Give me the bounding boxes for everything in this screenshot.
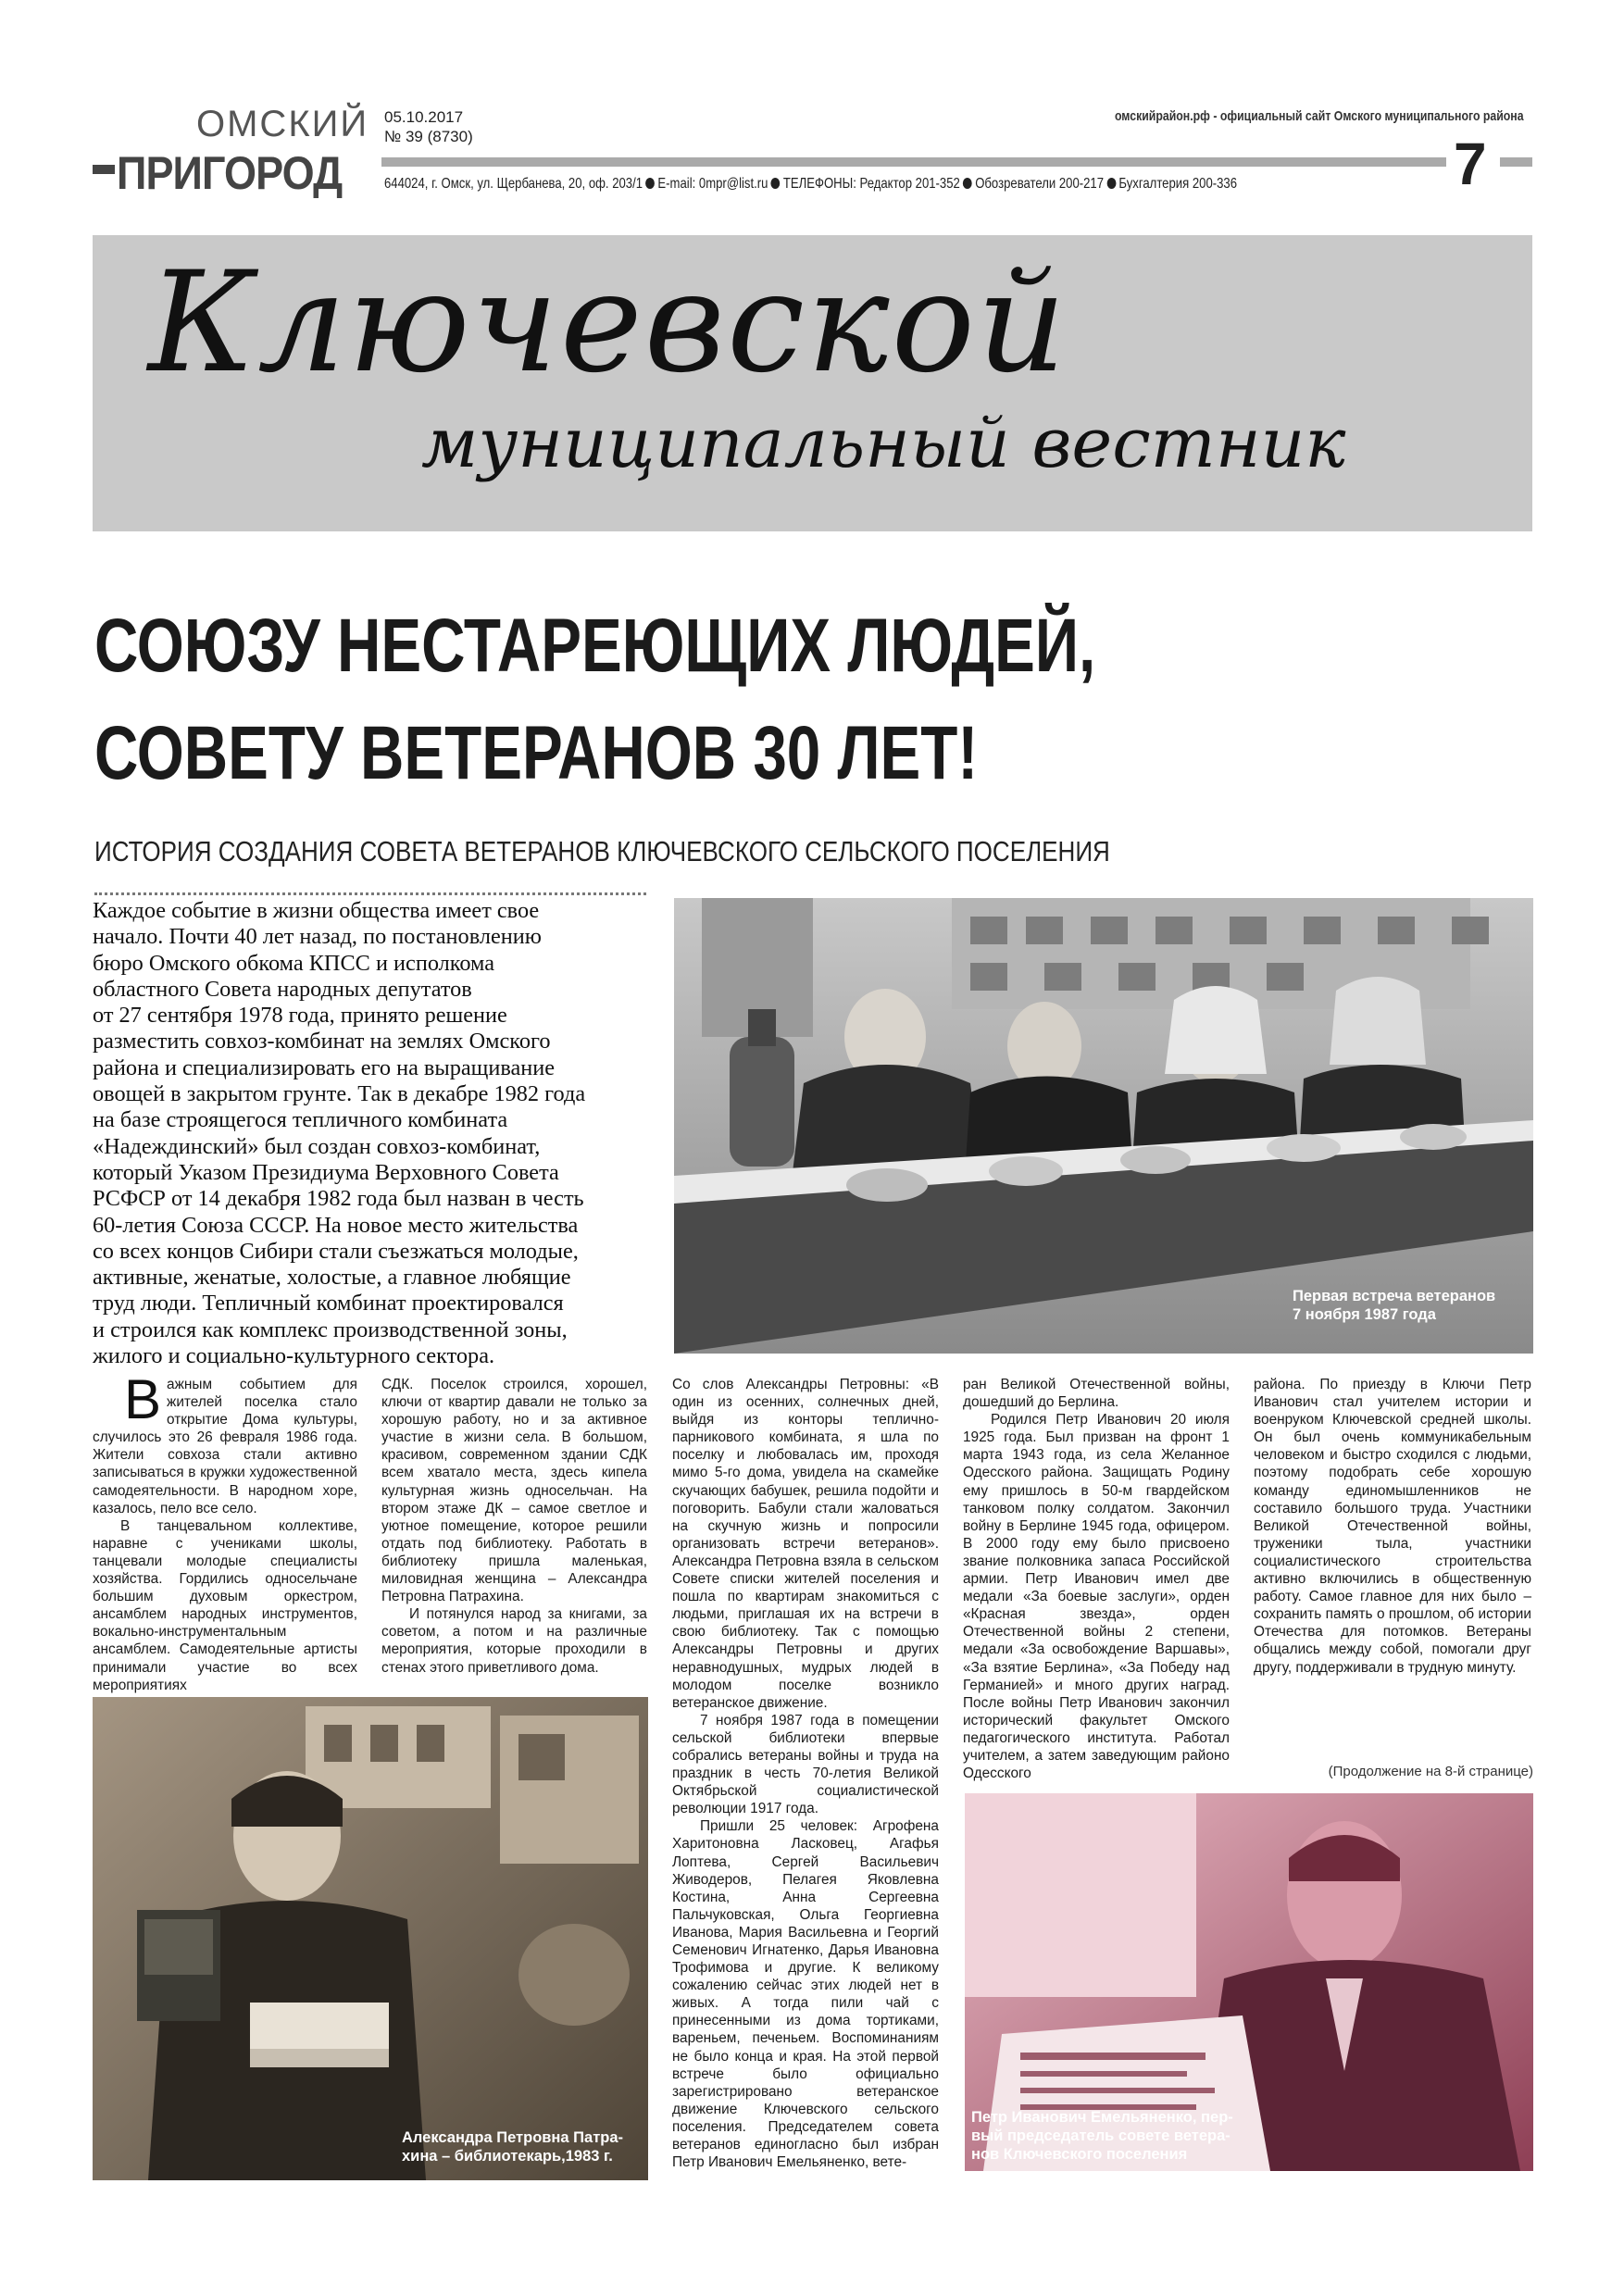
- paragraph: И потянулся народ за книгами, за советом, а потом и на различные мероприятия, которые проходили в стенах этого приветливого дома.: [381, 1606, 647, 1676]
- paragraph: ран Великой Отечественной войны, дошедший до Берлина.: [963, 1377, 1230, 1411]
- headline-line-2: СОВЕТУ ВЕТЕРАНОВ 30 ЛЕТ!: [94, 711, 979, 795]
- caption-line: хина – библиотекарь,1983 г.: [402, 2148, 613, 2165]
- drop-cap: В: [124, 1368, 162, 1430]
- lead-line: со всех концов Сибири стали съезжаться молодые,: [93, 1238, 579, 1264]
- photo-caption: [402, 2128, 623, 2165]
- lead-line: и строился как комплекс производственной зоны,: [93, 1316, 568, 1342]
- masthead-subtitle: муниципальный вестник: [421, 404, 1346, 483]
- caption-line: вый председатель совете ветера-: [971, 2128, 1230, 2144]
- bullet-icon: [1106, 178, 1116, 189]
- paragraph: района. По приезду в Ключи Петр Иванович стал учителем истории и военруком Ключевской средней школы. Он был очень коммуникабельным человеком и быстро сходился с людьми, поэтому подобрать себе хорошую команду единомышленников не составило большого труда. Участники Великой Отечественной войны, труженики тыла, участники социалистического строительства активно включились в общественную работу. Самое главное для них было – сохранить память о прошлом, об истории Отечества для потомков. Ветераны общались между собой, помогали друг другу, поддерживали в трудную минуту.: [1254, 1377, 1531, 1676]
- header-rule-right: [1500, 157, 1532, 167]
- issue-info: [384, 107, 473, 146]
- caption-line: Петр Иванович Емельяненко, пер-: [971, 2109, 1233, 2126]
- dotted-divider: [94, 892, 646, 895]
- article-column-4: [963, 1376, 1230, 1782]
- paragraph-text: ажным событием для жителей поселка стало открытие Дома культуры, случилось это 26 февраля 1986 года. Жители совхоза стали активно записываться в кружки художественной самодеятельности. В народном хоре, казалось, пело все село.: [93, 1377, 357, 1516]
- lead-line: РСФСР от 14 декабря 1982 года был назван в честь: [93, 1186, 584, 1212]
- photo-chairman: [965, 1793, 1533, 2171]
- email[interactable]: E-mail: 0mpr@list.ru: [657, 176, 768, 192]
- lead-line: труд люди. Тепличный комбинат проектировался: [93, 1291, 564, 1316]
- paragraph: [93, 1368, 357, 1517]
- header-rule: [381, 157, 1446, 167]
- photo-veterans-meeting: [674, 898, 1533, 1354]
- address: 644024, г. Омск, ул. Щербанева, 20, оф. 203/1: [384, 176, 643, 192]
- article-column-3: [672, 1376, 939, 2171]
- phone-accounting: Бухгалтерия 200-336: [1118, 176, 1238, 192]
- newspaper-logo: [93, 104, 370, 199]
- lead-line: на базе строящегося тепличного комбината: [93, 1107, 508, 1133]
- lead-line: начало. Почти 40 лет назад, по постановлению: [93, 924, 542, 950]
- article-column-2: [381, 1376, 647, 1677]
- logo-dash: [93, 165, 115, 174]
- photo-veterans-meeting-image: [674, 898, 1533, 1354]
- photo-caption: [1293, 1287, 1495, 1324]
- phone-observers: Обозреватели 200-217: [975, 176, 1105, 192]
- masthead-banner: [93, 235, 1532, 531]
- site-url[interactable]: омскийрайон.рф - официальный сайт Омского муниципального района: [1115, 108, 1524, 124]
- lead-line: Каждое событие в жизни общества имеет свое: [93, 898, 540, 923]
- lead-line: который Указом Президиума Верховного Совета: [93, 1159, 559, 1185]
- paragraph: Родился Петр Иванович 20 июля 1925 года. Был призван на фронт 1 марта 1943 года, из села Желанное Одесского района. Защищать Родину ему пришлось в 50-м гвардейском танковом полку солдатом. Закончил войну в Берлине 1945 года, офицером. В 2000 году ему было присвоено звание полковника запаса Российской армии. Петр Иванович имел две медали «За боевые заслуги», орден «Красная звезда», орден Отечественной войны 2 степени, медали «За освобождение Варшавы», «За взятие Берлина», «За Победу над Германией» и много других наград. После войны Петр Иванович закончил исторический факультет Омского педагогического института. Работал учителем, а затем заведующим районо Одесского: [963, 1412, 1230, 1782]
- page-number: 7: [1454, 131, 1487, 197]
- bullet-icon: [645, 178, 655, 189]
- bullet-icon: [771, 178, 781, 189]
- masthead-title: Ключевской: [148, 243, 1068, 404]
- lead-line: областного Совета народных депутатов: [93, 976, 472, 1002]
- lead-line: бюро Омского обкома КПСС и исполкома: [93, 950, 495, 976]
- continued-note: (Продолжение на 8-й странице): [1328, 1764, 1533, 1779]
- paragraph: 7 ноября 1987 года в помещении сельской библиотеки впервые собрались ветераны войны и труда на праздник в честь 70-летия Великой Октябрьской социалистической революции 1917 года.: [672, 1712, 939, 1817]
- photo-librarian-image: [93, 1697, 648, 2180]
- lead-line: 60-летия Союза СССР. На новое место жительства: [93, 1212, 579, 1238]
- contacts-line: [384, 176, 1237, 193]
- paragraph: Пришли 25 человек: Агрофена Харитоновна Ласковец, Агафья Лоптева, Сергей Васильевич Живодеров, Пелагея Яковлевна Костина, Анна Сергеевна Пальчуковская, Ольга Георгиевна Иванова, Мария Васильевна и Георгий Семенович Игнатенко, Дарья Ивановна Трофимова и другие. К великому сожалению сейчас этих людей нет в живых. А тогда пили чай с принесенными из дома тортиками, вареньем, печеньем. Воспоминаниям не было конца и края. На этой первой встрече было официально зарегистрировано ветеранское движение Ключевского сельского поселения. Председателем совета ветеранов единогласно был избран Петр Иванович Емельяненко, вете-: [672, 1818, 939, 2171]
- caption-line: Александра Петровна Патра-: [402, 2129, 624, 2146]
- issue-number: № 39 (8730): [384, 128, 473, 145]
- article-column-1: [93, 1368, 357, 1694]
- paragraph: СДК. Поселок строился, хорошел, ключи от квартир давали не только за хорошую работу, но и за активное участие в жизни села. В большом, красивом, современном здании СДК всем хватало места, здесь кипела культурная жизнь односельчан. На втором этаже ДК – самое светлое и уютное помещение, которое решили отдать под библиотеку. Работать в библиотеку пришла маленькая, миловидная женщина – Александра Петровна Патрахина.: [381, 1377, 647, 1605]
- caption-line: нов Ключевского поселения: [971, 2146, 1188, 2163]
- article-subheadline: ИСТОРИЯ СОЗДАНИЯ СОВЕТА ВЕТЕРАНОВ КЛЮЧЕВСКОГО СЕЛЬСКОГО ПОСЕЛЕНИЯ: [94, 835, 1110, 867]
- article-column-5: [1254, 1376, 1531, 1677]
- caption-line: Первая встреча ветеранов: [1293, 1288, 1496, 1304]
- lead-line: активные, женатые, холостые, а главное любящие: [93, 1265, 571, 1291]
- caption-line: 7 ноября 1987 года: [1293, 1306, 1436, 1323]
- bullet-icon: [963, 178, 972, 189]
- paragraph: Со слов Александры Петровны: «В один из осенних, солнечных дней, выйдя из конторы теплично-парникового комбината, я шла по поселку и любовалась им, проходя мимо 5-го дома, увидела на скамейке скучающих бабушек, решила подойти и поговорить. Бабули стали жаловаться на скучную жизнь и попросили организовать встречи ветеранов». Александра Петровна взяла в сельском Совете списки жителей поселения и пошла по квартирам знакомиться с людьми, приглашая их на встречи в свою библиотеку. Так с помощью Александры Петровны и других неравнодушных, мудрых людей в молодом поселке возникло ветеранское движение.: [672, 1377, 939, 1711]
- logo-bottom-text: ПРИГОРОД: [117, 147, 343, 199]
- logo-top-text: ОМСКИЙ: [196, 104, 369, 144]
- headline-line-1: СОЮЗУ НЕСТАРЕЮЩИХ ЛЮДЕЙ,: [94, 604, 1096, 688]
- lead-line: разместить совхоз-комбинат на землях Омского: [93, 1029, 551, 1054]
- lead-line: района и специализировать его на выращивание: [93, 1054, 556, 1080]
- lead-line: жилого и социально-культурного сектора.: [93, 1343, 495, 1369]
- lead-line: «Надеждинский» был создан совхоз-комбинат,: [93, 1133, 541, 1159]
- article-headline: [94, 593, 1206, 807]
- lead-line: овощей в закрытом грунте. Так в декабре 1982 года: [93, 1081, 586, 1107]
- lead-line: от 27 сентября 1978 года, принято решение: [93, 1003, 507, 1029]
- photo-caption: [971, 2108, 1233, 2164]
- photo-librarian: [93, 1697, 648, 2180]
- phone-editor: ТЕЛЕФОНЫ: Редактор 201-352: [782, 176, 960, 192]
- issue-date: 05.10.2017: [384, 108, 464, 126]
- paragraph: В танцевальном коллективе, наравне с учениками школы, танцевали молодые специалисты хозяйства. Гордились односельчане большим духовым оркестром, ансамблем народных инструментов, вокально-инструментальным ансамблем. Самодеятельные артисты принимали участие во всех мероприятиях: [93, 1517, 357, 1693]
- article-lead: [93, 898, 648, 1369]
